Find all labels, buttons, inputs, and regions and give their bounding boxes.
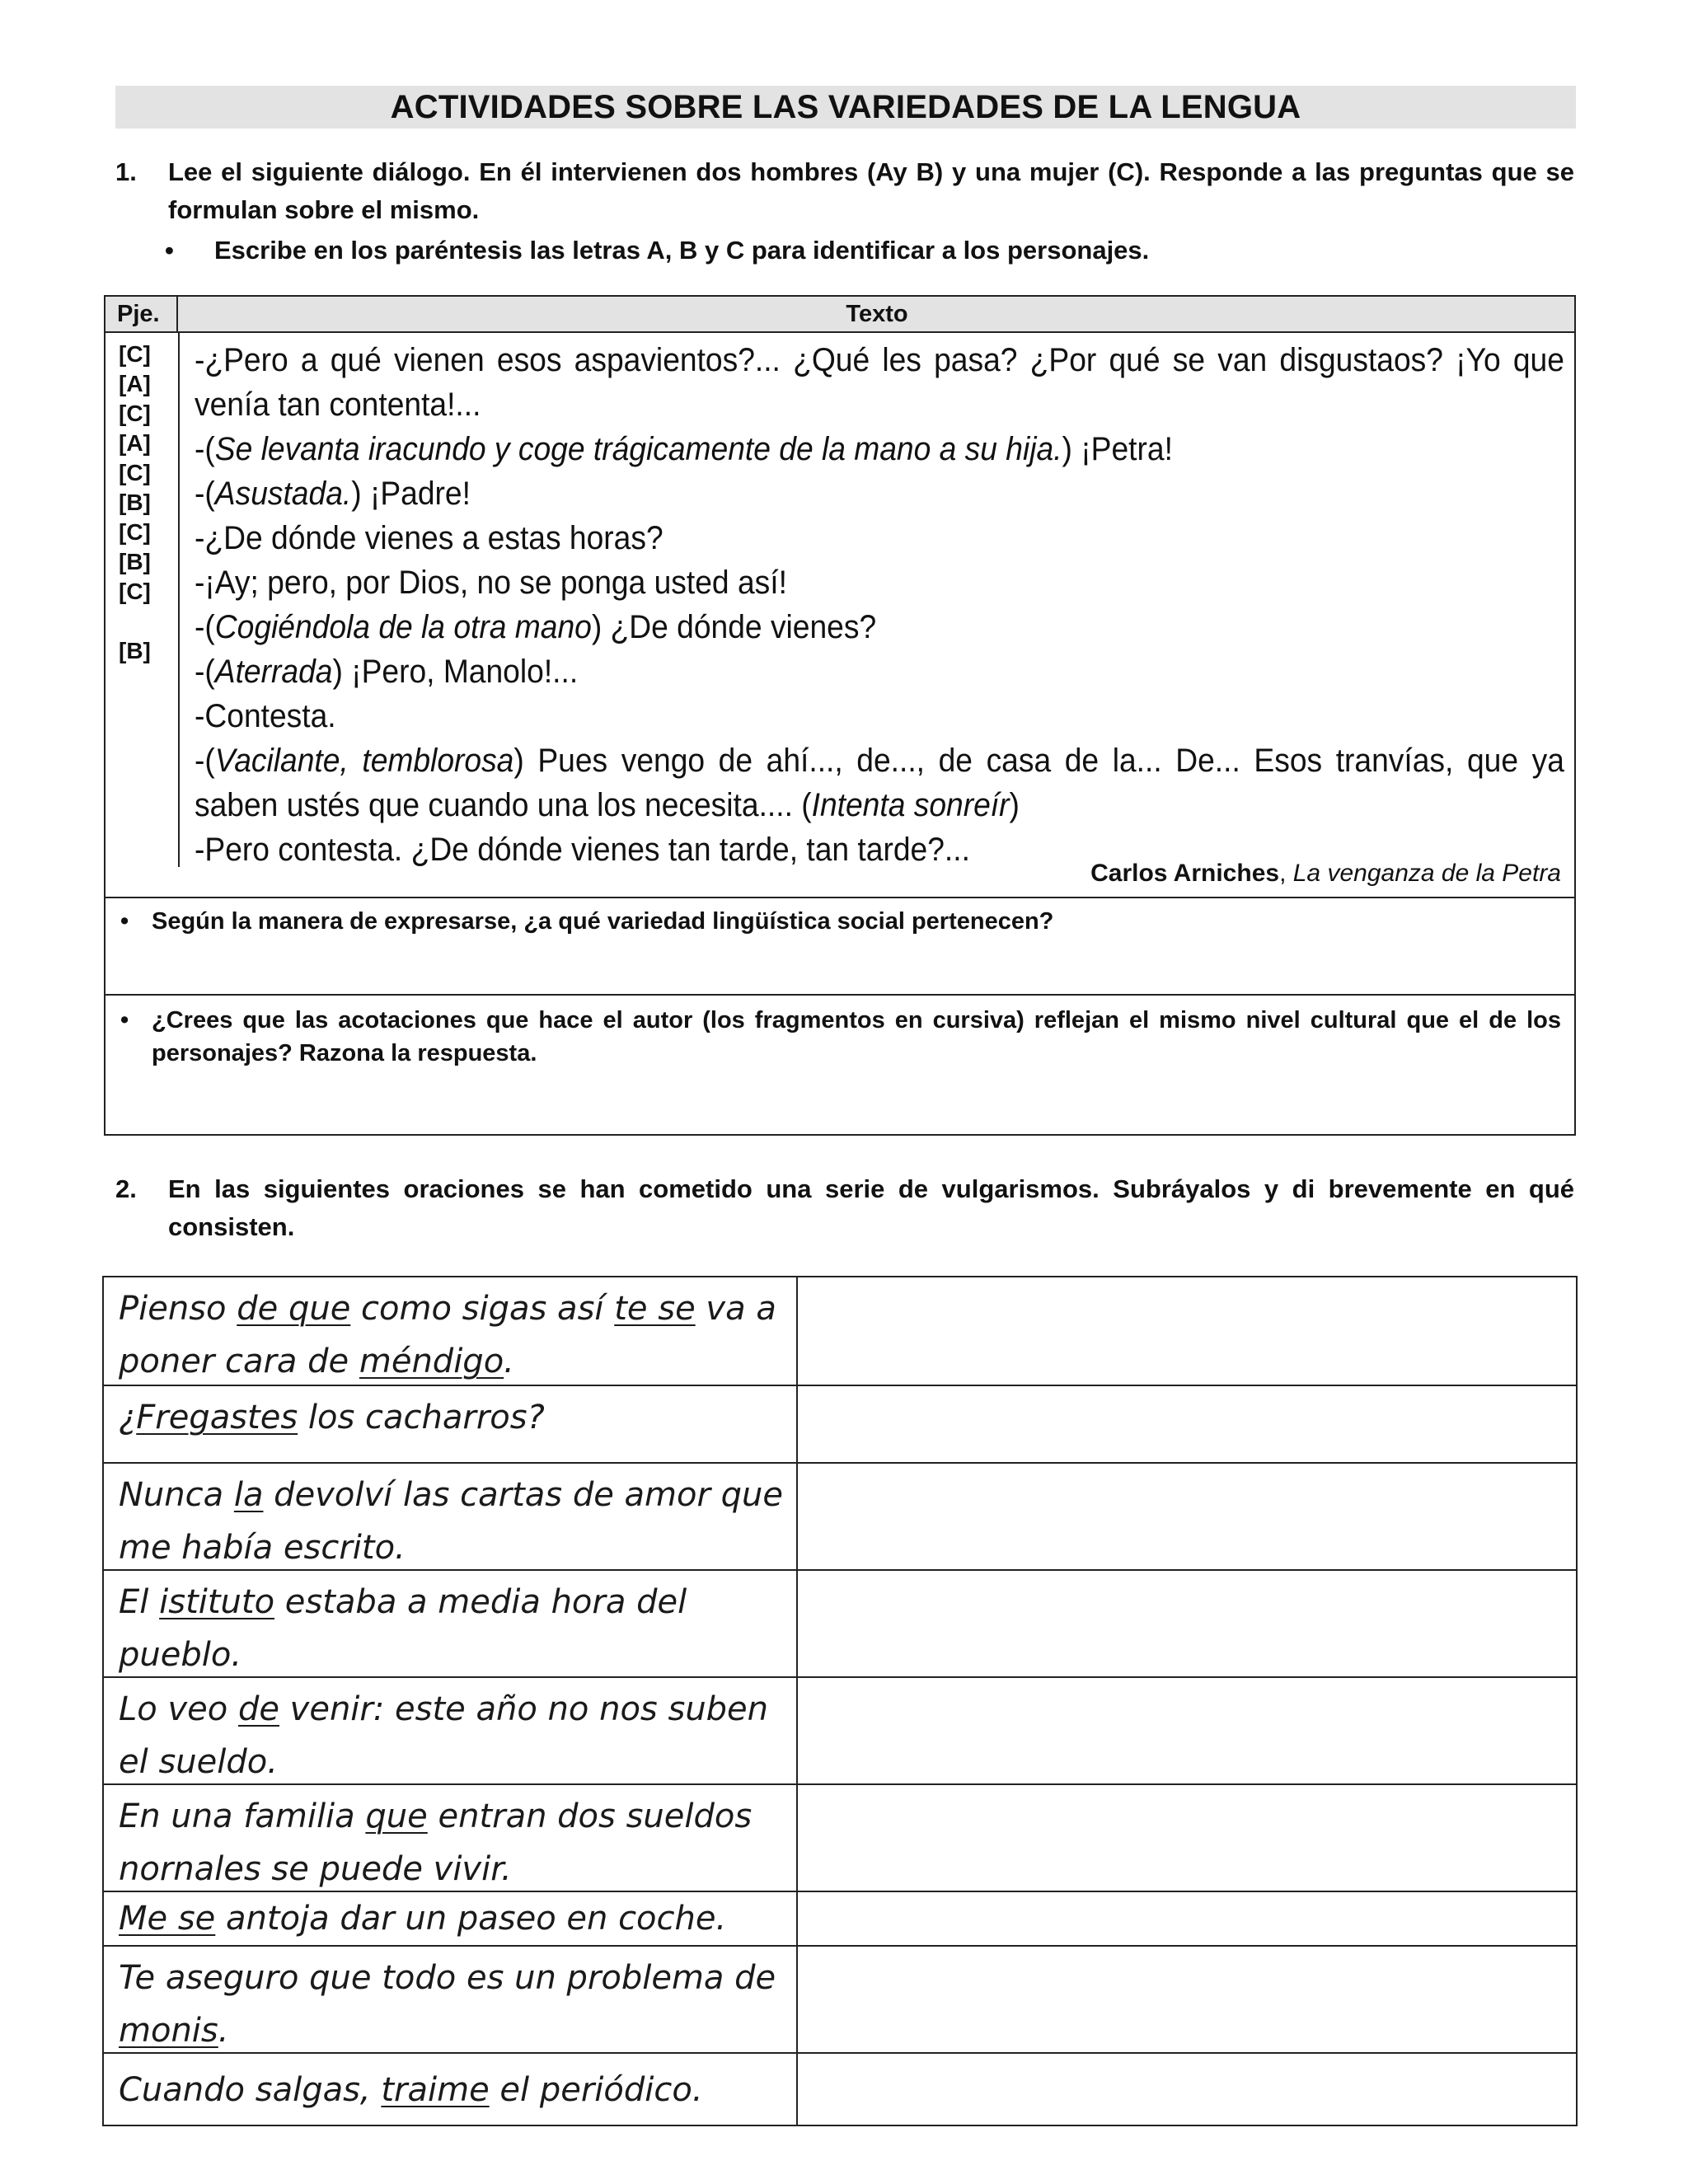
vulgarisms-table xyxy=(102,1276,1578,2126)
dialogue-text xyxy=(195,338,1564,872)
dialogue-line: -(Se levanta iracundo y coge trágicamente de la mano a su hija.) ¡Petra! xyxy=(195,431,1173,467)
dialogue-line: -(Aterrada) ¡Pero, Manolo!... xyxy=(195,654,579,690)
table-row xyxy=(104,1385,1576,1462)
bullet-icon: • xyxy=(120,1007,129,1033)
sentence-cell: Lo veo de venir: este año no nos suben el sueldo. xyxy=(104,1678,798,1783)
column-divider xyxy=(178,331,180,867)
answer-cell[interactable] xyxy=(798,1678,1576,1783)
bullet-icon: • xyxy=(120,908,129,935)
marker[interactable]: [A] xyxy=(119,430,151,456)
answer-cell[interactable] xyxy=(798,1785,1576,1891)
table-row xyxy=(104,1783,1576,1891)
answer-cell[interactable] xyxy=(798,1277,1576,1385)
instruction-text: Escribe en los paréntesis las letras A, B y C para identificar a los personajes. xyxy=(214,236,1150,265)
dialogue-line: -¿Pero a qué vienen esos aspavientos?... ¿Qué les pasa? ¿Por qué se van disgustaos? ¡Yo que venía tan contenta!... xyxy=(195,342,1564,423)
question-2-text: En las siguientes oraciones se han cometido una serie de vulgarismos. Subráyalos y di brevemente en qué consisten. xyxy=(168,1174,1574,1241)
citation-work: La venganza de la Petra xyxy=(1292,860,1561,887)
header-text: Texto xyxy=(846,301,908,327)
citation-author: Carlos Arniches xyxy=(1090,860,1280,887)
table-row xyxy=(104,1462,1576,1569)
question-2-number: 2. xyxy=(115,1174,137,1203)
dialogue-line: -Contesta. xyxy=(195,698,336,734)
marker xyxy=(119,607,168,636)
marker[interactable]: [B] xyxy=(119,638,151,663)
dialogue-line: -Pero contesta. ¿De dónde vienes tan tarde, tan tarde?... xyxy=(195,832,970,868)
bullet-icon: • xyxy=(165,236,174,265)
table-row xyxy=(104,1277,1576,1385)
sentence-cell: Te aseguro que todo es un problema de monis. xyxy=(104,1947,798,2052)
table-row xyxy=(104,1569,1576,1676)
title-banner xyxy=(115,86,1576,129)
sub-question-1: • Según la manera de expresarse, ¿a qué variedad lingüística social pertenecen? xyxy=(106,905,1574,938)
answer-cell[interactable] xyxy=(798,1892,1576,1945)
sentence-cell: Cuando salgas, traime el periódico. xyxy=(104,2054,798,2125)
answer-cell[interactable] xyxy=(798,2054,1576,2125)
dialogue-line: -¿De dónde vienes a estas horas? xyxy=(195,520,663,556)
answer-cell[interactable] xyxy=(798,1464,1576,1569)
sentence-cell: ¿Fregastes los cacharros? xyxy=(104,1386,798,1462)
sentence-cell: Me se antoja dar un paseo en coche. xyxy=(104,1892,798,1945)
dialogue-table-header xyxy=(106,297,1574,333)
marker[interactable]: [B] xyxy=(119,549,151,574)
marker[interactable]: [C] xyxy=(119,401,151,426)
marker[interactable]: [B] xyxy=(119,490,151,515)
answer-cell[interactable] xyxy=(798,1386,1576,1462)
sentence-cell: El istituto estaba a media hora del pueblo. xyxy=(104,1571,798,1676)
sentence-cell: Nunca la devolví las cartas de amor que me había escrito. xyxy=(104,1464,798,1569)
question-1 xyxy=(115,153,1574,229)
marker[interactable]: [C] xyxy=(119,341,151,367)
row-divider xyxy=(106,897,1574,898)
sentence-cell: En una familia que entran dos sueldos nornales se puede vivir. xyxy=(104,1785,798,1891)
header-character: Pje. xyxy=(106,297,178,331)
marker[interactable]: [C] xyxy=(119,579,151,604)
marker[interactable]: [C] xyxy=(119,460,151,485)
dialogue-table xyxy=(104,295,1576,1136)
question-1-instruction xyxy=(165,236,1566,265)
dialogue-line: -(Asustada.) ¡Padre! xyxy=(195,476,471,512)
sub-question-2: • ¿Crees que las acotaciones que hace el autor (los fragmentos en cursiva) reflejan el mismo nivel cultural que el de los personajes? Razona la respuesta. xyxy=(106,1004,1574,1070)
dialogue-line: -(Vacilante, temblorosa) Pues vengo de ahí..., de..., de casa de la... De... Esos tranvías, que ya saben ustés que cuando una los necesita.... (Intenta sonreír) xyxy=(195,743,1564,823)
sentence-cell: Pienso de que como sigas así te se va a poner cara de méndigo. xyxy=(104,1277,798,1385)
citation: Carlos Arniches, La venganza de la Petra xyxy=(1090,860,1561,887)
question-1-number: 1. xyxy=(115,157,137,186)
dialogue-line: -(Cogiéndola de la otra mano) ¿De dónde vienes? xyxy=(195,609,877,645)
question-1-text: Lee el siguiente diálogo. En él intervienen dos hombres (Ay B) y una mujer (C). Responde a las preguntas que se formulan sobre el mismo. xyxy=(168,157,1574,224)
page-title: ACTIVIDADES SOBRE LAS VARIEDADES DE LA LENGUA xyxy=(390,88,1301,125)
table-row xyxy=(104,1945,1576,2052)
dialogue-line: -¡Ay; pero, por Dios, no se ponga usted así! xyxy=(195,565,787,601)
row-divider xyxy=(106,994,1574,996)
answer-cell[interactable] xyxy=(798,1571,1576,1676)
table-row xyxy=(104,2052,1576,2125)
marker[interactable]: [C] xyxy=(119,519,151,545)
table-row xyxy=(104,1676,1576,1783)
table-row xyxy=(104,1891,1576,1945)
character-markers xyxy=(119,340,168,666)
question-2 xyxy=(115,1170,1574,1246)
answer-cell[interactable] xyxy=(798,1947,1576,2052)
marker[interactable]: [A] xyxy=(119,371,151,396)
